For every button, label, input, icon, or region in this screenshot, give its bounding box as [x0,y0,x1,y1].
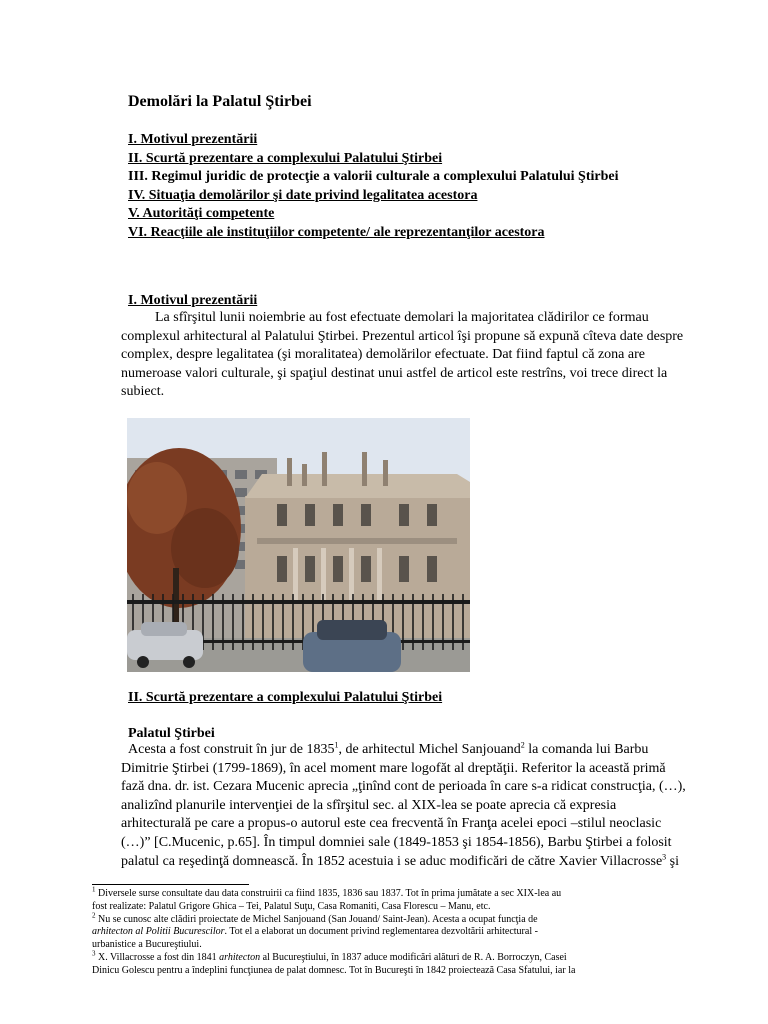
footnote-line: urbanistice a Bucureştiului. [92,939,202,951]
section-heading: II. Scurtă prezentare a complexului Palatului Ştirbei [128,690,443,705]
text-line: (…)” [C.Mucenic, p.65]. În timpul domniei sale (1849-1853 şi 1854-1856), Barbu Ştirbei a folosit [121,834,672,850]
footnote-ref[interactable]: 1 [334,740,339,750]
palace-photo [127,418,470,672]
section-heading: I. Motivul prezentării [128,293,258,308]
footnote-line: arhitecton al Politii Bucurescilor. Tot el a elaborat un document privind reglementarea dezvoltării arhitectural - [92,926,538,938]
toc-item: I. Motivul prezentării [128,132,258,147]
footnotes [92,885,732,978]
palace-photo-illustration [127,418,470,672]
text-line: analizînd planurile intervenţiei de la sfîrşitul sec. al XIX-lea se poate aprecia că expresia [121,797,617,813]
toc-item: IV. Situaţia demolărilor şi date privind legalitatea acestora [128,187,478,203]
document-title: Demolări la Palatul Ştirbei [128,93,312,110]
footnote-line: Dinicu Golescu pentru a îndeplini funcţiunea de palat domnesc. Tot în Bucureşti în 1842 proiectează Casa Sfatului, iar la [92,964,576,976]
toc-item: VI. Reacţiile ale instituţiilor competente/ ale reprezentanţilor acestora [128,224,545,240]
footnote-line: $^3$ X. Villacrosse a fost din 1841 arhitecton al Bucureştiului, în 1837 aduce modificări alături de R. A. Borroczyn, Casei [92,949,567,963]
footnote-line: $^2$ Nu se cunosc alte clădiri proiectate de Michel Sanjouand (San Jouand/ Saint-Jean). Acesta a ocupat funcţia de [92,911,538,925]
toc-item: V. Autorităţi competente [128,206,275,221]
section1-paragraph [121,309,721,402]
footnote-line: $^1$ Diversele surse consultate dau data construirii ca fiind 1835, 1836 sau 1837. Tot în prima jumătate a sec XIX-lea au [92,885,562,899]
footnote-line: fost realizate: Palatul Grigore Ghica – Tei, Palatul Suţu, Casa Romaniti, Casa Florescu – Manu, etc. [92,900,491,912]
footnote-separator [92,884,249,885]
toc-item: II. Scurtă prezentare a complexului Palatului Ştirbei [128,150,443,166]
text-line: subiect. [121,384,165,400]
footnote-ref[interactable]: 3 [662,851,667,861]
subsection-heading: Palatul Ştirbei [128,726,215,741]
text-line: fază dna. dr. ist. Cezara Mucenic aprecia „ţinînd cont de perioada în care s-a ridicat construcţia, (…), [121,779,686,795]
text-line: Acesta a fost construit în jur de 1835$^1$, de arhitectul Michel Sanjouand$^2$ la comanda lui Barbu [128,740,649,757]
table-of-contents [128,131,728,242]
text-line: Dimitrie Ştirbei (1799-1869), în acel moment mare logofăt al dreptăţii. Referitor la această primă [121,760,666,776]
text-line: complexul arhitectural al Palatului Ştirbei. Prezentul articol îşi propune să expună cîteva date despre [121,328,684,344]
text-line: La sfîrşitul lunii noiembrie au fost efectuate demolari la majoritatea clădirilor ce formau [155,310,649,325]
section2-paragraph [121,741,721,871]
text-line: numeroase valori culturale, şi spaţiul destinat unui astfel de articol este restrîns, voi trece direct la [121,365,668,381]
text-line: complex, despre legalitatea (şi moralitatea) demolărilor efectuate. Dat fiind faptul că zona are [121,347,645,363]
text-line: palatul ca reşedinţă domnească. În 1852 acestuia i se aduc modificări de către Xavier Villacrosse$^3$ şi [121,851,680,869]
toc-item: III. Regimul juridic de protecţie a valorii culturale a complexului Palatului Ştirbei [128,169,619,184]
footnote-ref[interactable]: 2 [520,740,525,750]
text-line: arhitecturală pe care a propus-o autorul este cea frecventă în Franţa acelei epoci –stilul neoclasic [121,816,662,832]
